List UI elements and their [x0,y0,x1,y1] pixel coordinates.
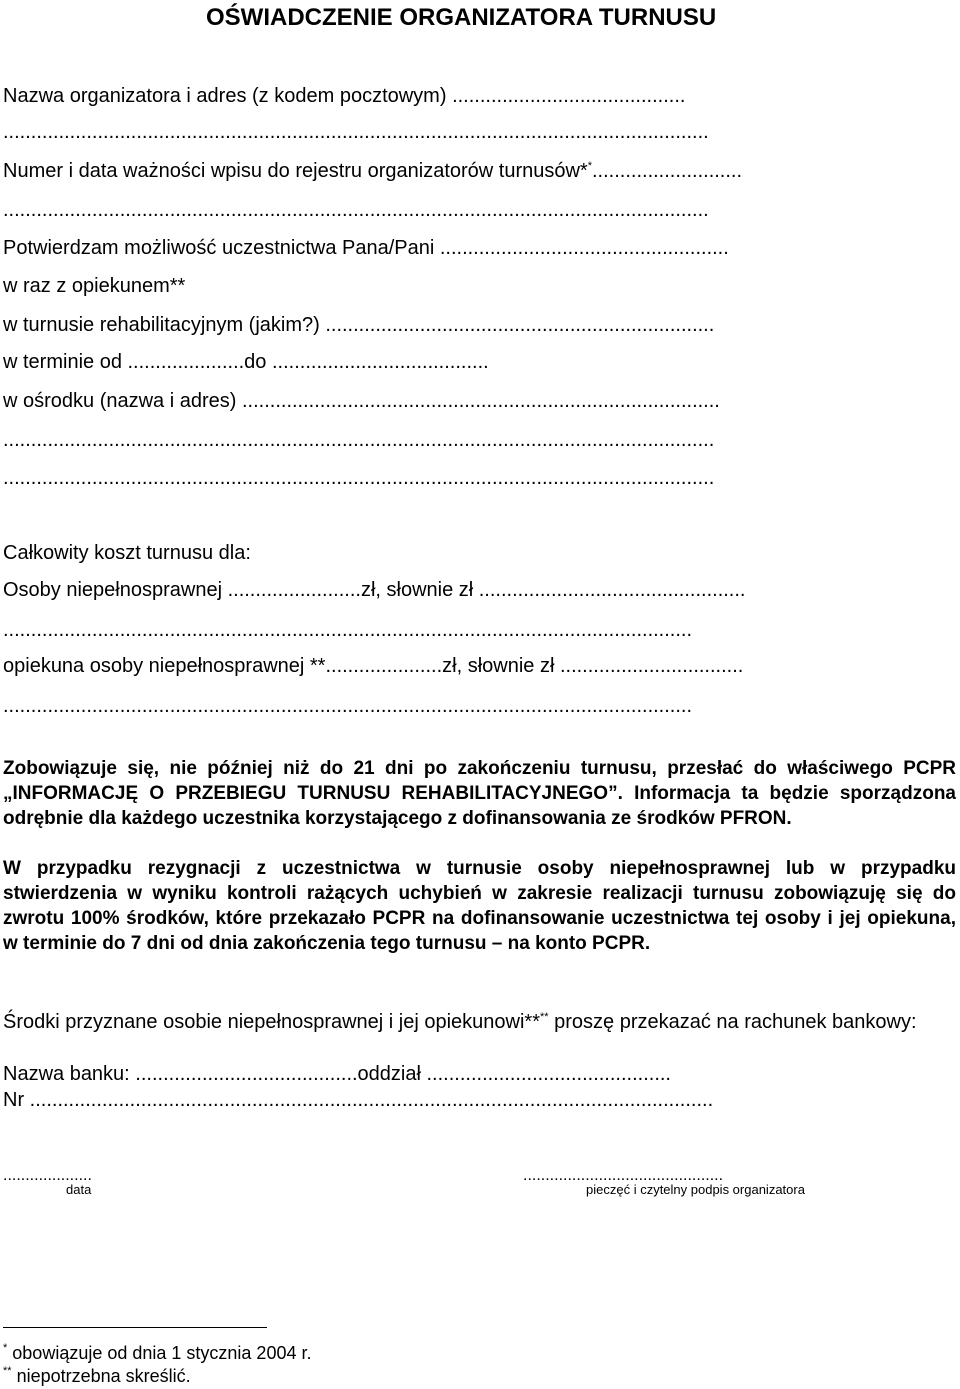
dotted-line: ............................................................................................................................... [3,121,709,143]
refund-paragraph: W przypadku rezygnacji z uczestnictwa w turnusie osoby niepełnosprawnej lub w przypadku stwierdzenia w wyniku kontroli rażących uchybień w zakresie realizacji turnusu zobowiązuję się do zwrotu 100% środków, które przekazało PCPR na dofinansowanie uczestnictwa tej osoby i jej opiekuna, w terminie do 7 dni od dnia zakończenia tego turnusu – na konto PCPR. [3,858,956,954]
dotted-line: ............................................................................................................................ [3,619,693,641]
registry-number-label: Numer i data ważności wpisu do rejestru organizatorów turnusów* [3,160,588,182]
footnote-1 [3,1342,311,1364]
footnote-mark: ** [540,1011,549,1023]
confirm-participation-line: Potwierdzam możliwość uczestnictwa Pana/Pani .................................................... [3,237,729,259]
caregiver-cost-line: opiekuna osoby niepełnosprawnej **.....................zł, słownie zł ................................. [3,655,744,677]
bank-intro-rest: proszę przekazać na rachunek bankowy: [548,1011,917,1033]
footnote-divider [3,1327,267,1328]
dots: ........................... [592,160,743,182]
footnote-mark: ** [3,1365,12,1377]
turnus-type-line: w turnusie rehabilitacyjnym (jakim?) ...................................................................... [3,314,715,336]
bank-intro-paragraph [3,1010,956,1034]
date-label: data [66,1182,92,1197]
footnote-mark: * [587,160,592,172]
footnote-mark: * [3,1342,8,1354]
dotted-line: ................................................................................................................................ [3,429,715,451]
registry-number-line [3,159,742,183]
with-caregiver-line: w raz z opiekunem** [3,275,186,297]
dotted-line: ............................................................................................................................ [3,695,693,717]
center-address-line: w ośrodku (nazwa i adres) ...................................................................................... [3,390,720,412]
footnote-text: obowiązuje od dnia 1 stycznia 2004 r. [7,1343,312,1363]
footnote-2 [3,1365,191,1387]
bank-intro-text: Środki przyznane osobie niepełnosprawnej i jej opiekunowi** [3,1011,540,1033]
dotted-line: ............................................................................................................................... [3,199,709,221]
obligation-paragraph: Zobowiązuje się, nie później niż do 21 dni po zakończeniu turnusu, przesłać do właściwego PCPR „INFORMACJĘ O PRZEBIEGU TURNUSU REHABILITACYJNEGO”. Informacja ta będzie sporządzona odrębnie dla każdego uczestnika korzystającego z dofinansowania ze środków PFRON. [3,758,956,829]
signature-label: pieczęć i czytelny podpis organizatora [586,1182,805,1197]
dotted-line: ................................................................................................................................ [3,467,715,489]
footnote-text: niepotrzebna skreślić. [11,1366,191,1386]
total-cost-heading: Całkowity koszt turnusu dla: [3,542,251,564]
organizer-name-line: Nazwa organizatora i adres (z kodem pocztowym) .......................................... [3,85,686,107]
account-number-line: Nr ........................................................................................................................... [3,1089,714,1111]
date-dots: .................... [3,1167,92,1184]
date-range-line: w terminie od .....................do ....................................... [3,351,489,373]
bank-name-line: Nazwa banku: ........................................oddział ............................................ [3,1063,671,1085]
signature-dots: ............................................. [523,1167,724,1184]
disabled-person-cost-line: Osoby niepełnosprawnej ........................zł, słownie zł ................................................ [3,579,746,601]
document-title: OŚWIADCZENIE ORGANIZATORA TURNUSU [206,4,717,31]
